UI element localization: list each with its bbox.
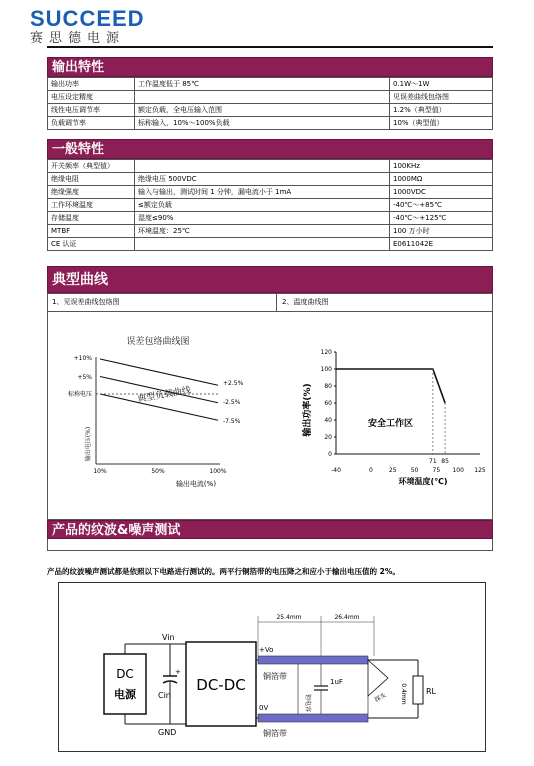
header-rule <box>47 46 493 48</box>
output-cell-value: 1.2%（典型值） <box>390 104 493 117</box>
cap1uf-label: 1uF <box>330 678 343 686</box>
chart2-derating-line <box>336 369 445 403</box>
temperature-derating-chart <box>288 332 488 492</box>
chart2-ytick: 120 <box>320 349 332 356</box>
dc-source-label2: 电源 <box>114 688 136 701</box>
dim1-label: 25.4mm <box>276 614 302 621</box>
copper-strip-top <box>258 656 368 664</box>
brand-logo-en: SUCCEED <box>30 6 145 31</box>
ripple-test-circuit <box>58 582 486 752</box>
general-cell-name: MTBF <box>48 225 135 238</box>
general-row <box>48 225 493 238</box>
general-cell-name: 绝缘强度 <box>48 186 135 199</box>
chart1-series-line-0 <box>100 359 218 385</box>
general-row <box>48 212 493 225</box>
resistor-spacing-label: 0.4mm <box>400 683 407 705</box>
tantalum-label: 钽电容 <box>304 694 311 713</box>
general-row <box>48 173 493 186</box>
general-row <box>48 238 493 251</box>
general-cell-name: 存储温度 <box>48 212 135 225</box>
chart1-right-label-0: +2.5% <box>223 380 244 387</box>
output-section-title: 输出特性 <box>47 57 493 77</box>
curve2-caption: 2、温度曲线图 <box>282 298 329 306</box>
general-cell-name: CE 认证 <box>48 238 135 251</box>
error-envelope-chart <box>48 332 276 492</box>
general-cell-value: -40℃～+125℃ <box>390 212 493 225</box>
chart2-ytick: 80 <box>324 383 332 390</box>
chart1-band-label: 典型负载曲线 <box>136 385 192 405</box>
general-spec-table <box>47 159 493 251</box>
general-cell-value: -40℃～+85℃ <box>390 199 493 212</box>
dcdc-module-label: DC-DC <box>196 676 246 694</box>
chart1-xtick-1: 50% <box>151 468 165 475</box>
general-row <box>48 199 493 212</box>
output-row <box>48 104 493 117</box>
copper-bottom-label: 铜箔带 <box>263 729 287 738</box>
output-row <box>48 91 493 104</box>
general-row <box>48 186 493 199</box>
chart1-ylabel: 输出电压(%) <box>85 426 92 462</box>
rl-resistor <box>413 676 423 704</box>
general-cell-value: E0611042E <box>390 238 493 251</box>
output-cell-cond: 工作温度低于 85℃ <box>135 78 390 91</box>
chart1-ytick-1: +5% <box>77 374 92 381</box>
output-row <box>48 78 493 91</box>
vin-label: Vin <box>162 633 175 642</box>
general-cell-value: 1000MΩ <box>390 173 493 186</box>
copper-strip-bottom <box>258 714 368 722</box>
chart1-xtick-0: 10% <box>93 468 107 475</box>
general-cell-value: 1000VDC <box>390 186 493 199</box>
chart1-ytick-0: +10% <box>73 355 92 362</box>
chart1-right-label-1: -2.5% <box>223 399 241 406</box>
output-cell-cond <box>135 91 390 104</box>
output-cell-value: 0.1W～1W <box>390 78 493 91</box>
general-cell-cond: 环境温度：25℃ <box>135 225 390 238</box>
chart2-ytick: 60 <box>324 400 332 407</box>
chart2-zone-label: 安全工作区 <box>368 419 414 429</box>
cin-plus-label: + <box>175 668 181 676</box>
general-cell-value: 100KHz <box>390 160 493 173</box>
chart1-xtick-2: 100% <box>209 468 227 475</box>
general-cell-name: 工作环境温度 <box>48 199 135 212</box>
output-cell-name: 负载调节率 <box>48 117 135 130</box>
general-cell-cond: 湿度≤90% <box>135 212 390 225</box>
ripple-note: 产品的纹波噪声测试都是依照以下电路进行测试的。两平行铜箔带的电压降之和应小于输出电压值的 2%。 <box>47 567 400 576</box>
general-cell-cond: ≤额定负载 <box>135 199 390 212</box>
dim2-label: 26.4mm <box>334 614 360 621</box>
output-cell-cond: 额定负载，全电压输入范围 <box>135 104 390 117</box>
chart2-xtick: 100 <box>452 467 464 474</box>
general-cell-cond: 绝缘电压 500VDC <box>135 173 390 186</box>
chart2-xlabel: 环境温度(℃) <box>398 477 448 486</box>
chart2-xtick: 25 <box>388 467 397 474</box>
brand-logo-cn: 赛思德电源 <box>30 31 126 46</box>
chart1-ytick-2: 标称电压 <box>67 391 92 398</box>
output-cell-name: 输出功率 <box>48 78 135 91</box>
probe-symbol <box>368 660 388 696</box>
vo-label: +Vo <box>259 646 274 654</box>
chart1-right-label-2: -7.5% <box>223 418 241 425</box>
dc-source-label: DC <box>116 667 134 681</box>
output-spec-table <box>47 77 493 130</box>
chart2-ytick: 20 <box>324 434 332 441</box>
output-cell-name: 线性电压调节率 <box>48 104 135 117</box>
0v-label: 0V <box>259 704 269 712</box>
output-cell-value: 10%（典型值） <box>390 117 493 130</box>
cin-label: Cin <box>158 691 171 700</box>
general-row <box>48 160 493 173</box>
chart2-ytick: 0 <box>328 451 332 458</box>
rl-label: RL <box>426 687 437 696</box>
probe-label: 探头 <box>373 691 388 704</box>
dc-source-box <box>104 654 146 714</box>
copper-top-label: 铜箔带 <box>263 672 287 681</box>
chart2-xtick-extra: 85 <box>441 458 449 465</box>
chart2-ylabel: 输出功率(%) <box>303 383 313 437</box>
output-cell-name: 电压设定精度 <box>48 91 135 104</box>
curve1-caption: 1、见误差曲线包络图 <box>52 298 120 306</box>
general-cell-cond <box>135 238 390 251</box>
caption-divider <box>276 294 277 311</box>
chart1-xlabel: 输出电流(%) <box>175 480 217 488</box>
output-cell-cond: 标称输入，10%～100%负载 <box>135 117 390 130</box>
general-section-title: 一般特性 <box>47 139 493 159</box>
ripple-section-title: 产品的纹波&噪声测试 <box>47 520 493 539</box>
output-row <box>48 117 493 130</box>
chart2-xtick-extra: 71 <box>429 458 437 465</box>
curves-caption-row <box>48 294 492 312</box>
chart2-xtick: 0 <box>368 467 373 474</box>
chart2-xtick: 50 <box>410 467 419 474</box>
general-cell-name: 绝缘电阻 <box>48 173 135 186</box>
general-cell-value: 100 万小时 <box>390 225 493 238</box>
chart2-ytick: 40 <box>324 417 332 424</box>
gnd-label: GND <box>158 728 177 737</box>
chart2-ytick: 100 <box>320 366 332 373</box>
ripple-section-body <box>47 539 493 551</box>
general-cell-cond: 输入与输出，测试时间 1 分钟，漏电流小于 1mA <box>135 186 390 199</box>
curves-panel <box>47 293 493 520</box>
chart2-xtick: -40 <box>331 467 341 474</box>
general-cell-name: 开关频率（典型值） <box>48 160 135 173</box>
output-cell-value: 见误差曲线包络图 <box>390 91 493 104</box>
chart2-xtick: 75 <box>432 467 441 474</box>
chart1-title: 误差包络曲线图 <box>126 337 190 347</box>
chart2-xtick: 125 <box>474 467 486 474</box>
curves-section-title: 典型曲线 <box>47 266 493 293</box>
general-cell-cond <box>135 160 390 173</box>
